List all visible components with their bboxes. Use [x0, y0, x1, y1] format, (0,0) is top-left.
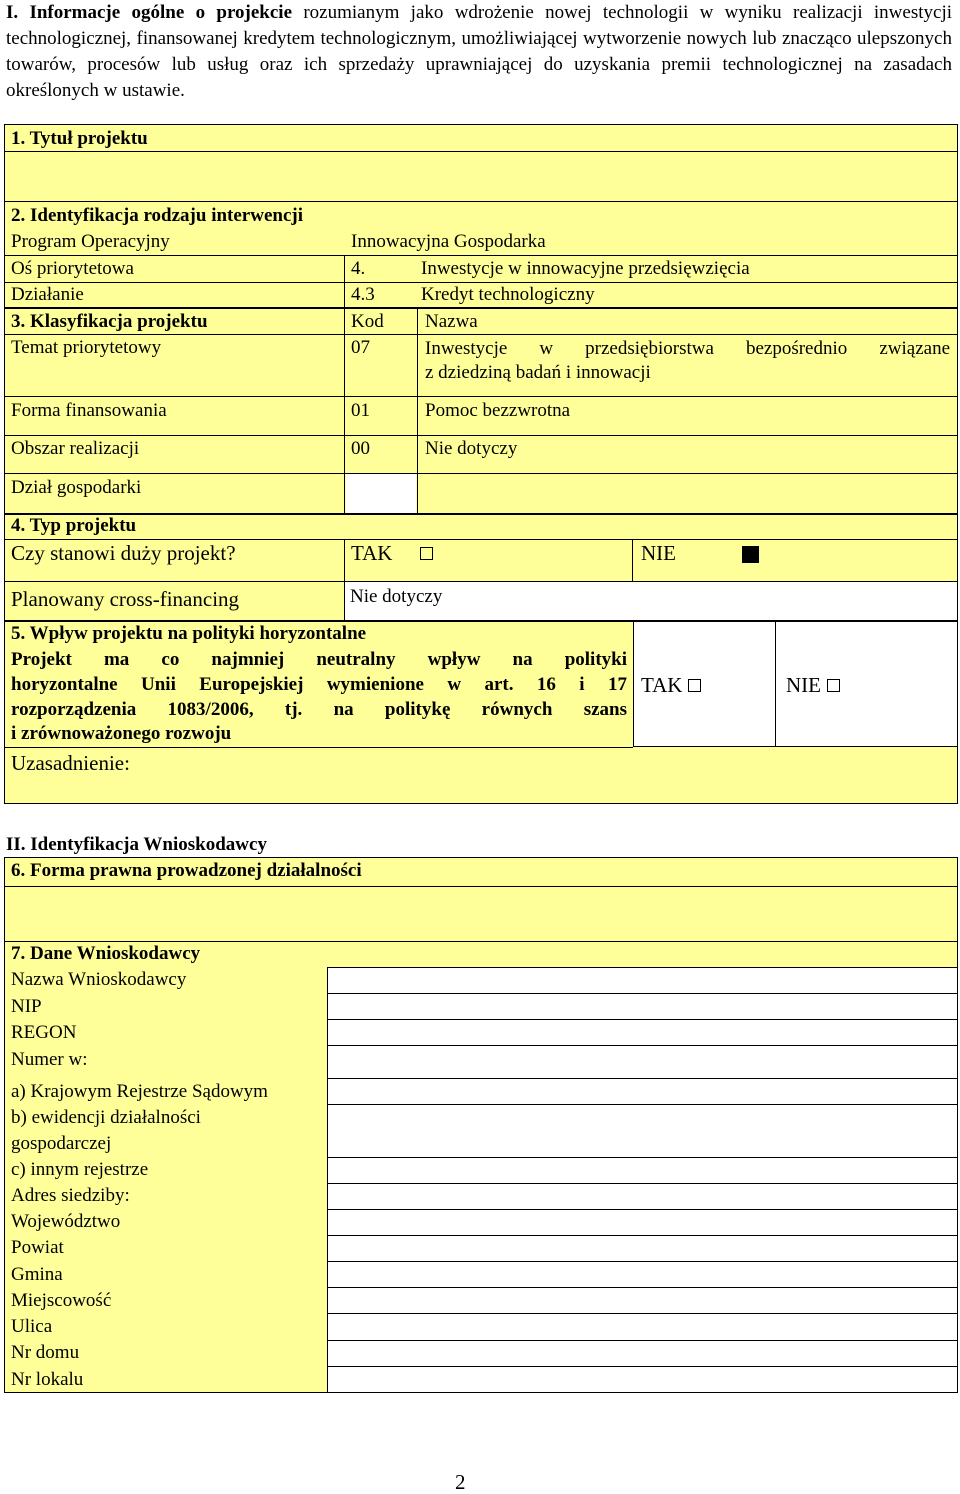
- regon-field[interactable]: [329, 1020, 956, 1044]
- cross-financing-field[interactable]: [345, 582, 957, 620]
- locality-label: Miejscowość: [11, 1290, 112, 1311]
- divider: [4, 396, 958, 397]
- area-label: Obszar realizacji: [11, 438, 140, 459]
- legal-form-heading: 6. Forma prawna prowadzonej działalności: [11, 860, 362, 881]
- financing-form-name: Pomoc bezzwrotna: [425, 400, 571, 421]
- divider: [327, 1183, 958, 1184]
- policy-no-checkbox[interactable]: [827, 679, 840, 692]
- policy-yes-checkbox[interactable]: [688, 679, 701, 692]
- big-project-yes-checkbox[interactable]: [420, 547, 433, 560]
- register-number-label: Numer w:: [11, 1049, 88, 1070]
- applicant-name-label: Nazwa Wnioskodawcy: [11, 969, 187, 990]
- horizontal-policy-line: i zrównoważonego rozwoju: [11, 723, 232, 744]
- economy-sector-label: Dział gospodarki: [11, 477, 142, 498]
- divider: [775, 621, 776, 747]
- voivodeship-label: Województwo: [11, 1211, 121, 1232]
- divider: [327, 1045, 958, 1046]
- action-label: Działanie: [11, 284, 84, 305]
- nip-field[interactable]: [329, 994, 956, 1018]
- code-column-header: Kod: [351, 311, 384, 332]
- big-project-label: Czy stanowi duży projekt?: [11, 541, 236, 565]
- justification-field[interactable]: [5, 776, 957, 803]
- action-code: 4.3: [351, 284, 375, 305]
- policy-yes-option[interactable]: [641, 673, 701, 697]
- divider: [4, 747, 633, 748]
- page-number: 2: [455, 1470, 466, 1494]
- project-title-heading: 1. Tytuł projektu: [11, 128, 148, 149]
- apartment-number-field[interactable]: [329, 1367, 956, 1391]
- horizontal-policy-line: Projekt ma co najmniej neutralny wpływ na polityki: [11, 649, 627, 670]
- priority-topic-code: 07: [351, 337, 370, 358]
- big-project-no-label: NIE: [641, 541, 676, 565]
- other-register-label: c) innym rejestrze: [11, 1159, 149, 1180]
- horizontal-policy-heading: 5. Wpływ projektu na polityki horyzontalne: [11, 623, 367, 644]
- priority-topic-name-line1: Inwestycje w przedsiębiorstwa bezpośrednio związane: [425, 338, 950, 359]
- cross-financing-label: Planowany cross-financing: [11, 587, 240, 611]
- name-column-header: Nazwa: [425, 311, 478, 332]
- county-label: Powiat: [11, 1237, 64, 1258]
- area-code: 00: [351, 438, 370, 459]
- address-label: Adres siedziby:: [11, 1185, 130, 1206]
- big-project-yes-label: TAK: [351, 541, 393, 565]
- axis-value: Inwestycje w innowacyjne przedsięwzięcia: [421, 258, 750, 279]
- big-project-no-checkbox[interactable]: [742, 546, 759, 563]
- big-project-yes-option[interactable]: [351, 541, 433, 565]
- financing-form-code: 01: [351, 400, 370, 421]
- divider: [4, 255, 958, 256]
- intervention-heading: 2. Identyfikacja rodzaju interwencji: [11, 205, 304, 226]
- regon-label: REGON: [11, 1022, 77, 1043]
- street-field[interactable]: [329, 1314, 956, 1339]
- divider: [4, 539, 958, 540]
- county-field[interactable]: [329, 1236, 956, 1260]
- intro-paragraph: [6, 0, 952, 104]
- horizontal-policy-line: rozporządzenia 1083/2006, tj. na politykę równych szans: [11, 699, 627, 720]
- krs-field[interactable]: [329, 1079, 956, 1103]
- economy-sector-name-field[interactable]: [418, 474, 957, 513]
- applicant-section-heading: II. Identyfikacja Wnioskodawcy: [6, 834, 267, 855]
- financing-form-label: Forma finansowania: [11, 400, 167, 421]
- program-label: Program Operacyjny: [11, 231, 170, 252]
- divider: [4, 435, 958, 436]
- house-number-label: Nr domu: [11, 1342, 80, 1363]
- divider: [4, 334, 958, 335]
- action-value: Kredyt technologiczny: [421, 284, 595, 305]
- applicant-data-heading: 7. Dane Wnioskodawcy: [11, 943, 201, 964]
- horizontal-policy-line: horyzontalne Unii Europejskiej wymienione w art. 16 i 17: [11, 674, 627, 695]
- policy-no-option[interactable]: [786, 673, 840, 697]
- applicant-name-field[interactable]: [329, 968, 956, 992]
- divider: [344, 308, 345, 514]
- project-type-heading: 4. Typ projektu: [11, 515, 137, 536]
- area-name: Nie dotyczy: [425, 438, 518, 459]
- business-register-field[interactable]: [329, 1105, 956, 1156]
- house-number-field[interactable]: [329, 1341, 956, 1365]
- commune-label: Gmina: [11, 1264, 63, 1285]
- business-register-label: b) ewidencji działalności: [11, 1107, 201, 1128]
- commune-field[interactable]: [329, 1262, 956, 1286]
- program-value: Innowacyjna Gospodarka: [351, 231, 546, 252]
- business-register-label-cont: gospodarczej: [11, 1133, 112, 1154]
- axis-code: 4.: [351, 258, 366, 279]
- nip-label: NIP: [11, 996, 42, 1017]
- voivodeship-field[interactable]: [329, 1210, 956, 1234]
- priority-topic-label: Temat priorytetowy: [11, 337, 162, 358]
- street-label: Ulica: [11, 1316, 53, 1337]
- economy-sector-code-field[interactable]: [346, 474, 416, 513]
- krs-label: a) Krajowym Rejestrze Sądowym: [11, 1081, 268, 1102]
- divider: [632, 539, 633, 581]
- divider: [344, 255, 345, 308]
- other-register-field[interactable]: [329, 1158, 956, 1182]
- priority-topic-name-line2: z dziedziną badań i innowacji: [425, 362, 651, 383]
- intro-text: rozumianym jako wdrożenie nowej technologii w wyniku realizacji inwestycji technologicznej, finansowanej kredytem technologicznym, umożliwiającej wytworzenie nowych lub znacząco ulepszonych towarów, procesów lub usług oraz ich sprzedaży uprawniającej do uzyskania premii technologicznej na zasadach określonych w ustawie.: [6, 2, 952, 101]
- divider: [4, 282, 958, 283]
- intro-heading: I. Informacje ogólne o projekcie: [6, 2, 293, 23]
- project-title-field[interactable]: [5, 152, 957, 201]
- legal-form-field[interactable]: [5, 887, 957, 941]
- policy-yes-label: TAK: [641, 673, 683, 697]
- apartment-number-label: Nr lokalu: [11, 1369, 84, 1390]
- cross-financing-value: Nie dotyczy: [350, 586, 443, 607]
- locality-field[interactable]: [329, 1288, 956, 1312]
- justification-label: Uzasadnienie:: [11, 751, 130, 775]
- axis-label: Oś priorytetowa: [11, 258, 134, 279]
- policy-no-label: NIE: [786, 673, 821, 697]
- classification-heading: 3. Klasyfikacja projektu: [11, 311, 208, 332]
